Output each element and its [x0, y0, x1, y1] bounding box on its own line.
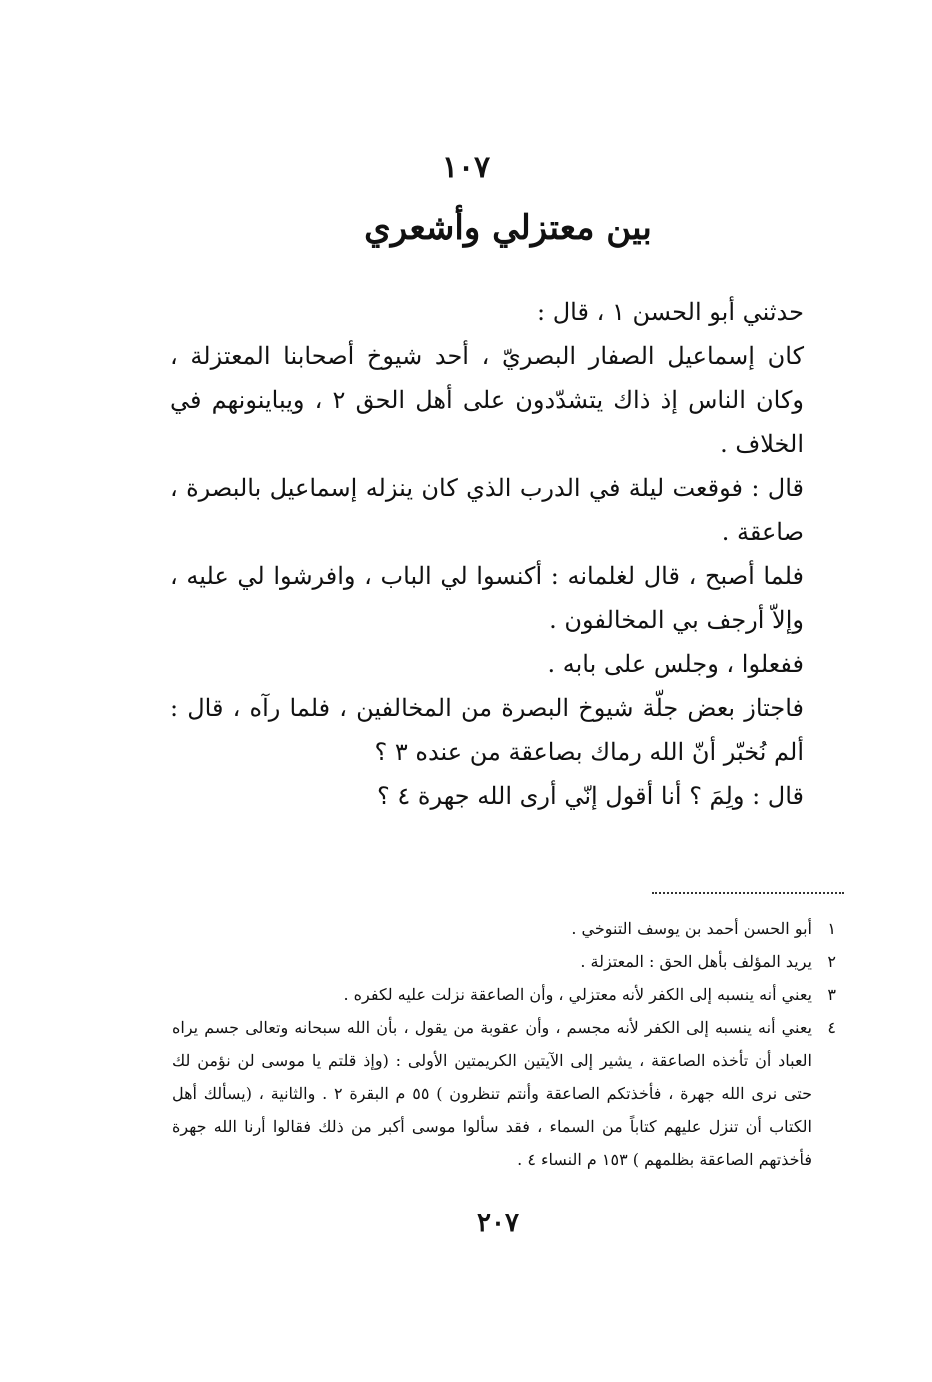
page-number: ٢٠٧ — [477, 1208, 519, 1238]
paragraph: فاجتاز بعض جلّة شيوخ البصرة من المخالفين ، فلما رآه ، قال : ألم نُخبّر أنّ الله رماك بصاعقة من عنده ٣ ؟ — [170, 694, 804, 766]
paragraph: قال : فوقعت ليلة في الدرب الذي كان ينزله إسماعيل بالبصرة ، صاعقة . — [170, 474, 804, 546]
paragraph: كان إسماعيل الصفار البصريّ ، أحد شيوخ أصحابنا المعتزلة ، وكان الناس إذ ذاك يتشدّدون على أهل الحق ٢ ، ويباينونهم في الخلاف . — [170, 342, 805, 458]
footnotes — [172, 912, 836, 1176]
footnote — [172, 945, 836, 978]
footnote-text: يعني أنه ينسبه إلى الكفر لأنه مجسم ، وأن عقوبة من يقول ، بأن الله سبحانه وتعالى جسم يراه العباد أن تأخذه الصاعقة ، يشير إلى الآيتين الكريمتين الأولى : (وإذ قلتم يا موسى لن نؤمن لك حتى نرى الله جهرة ، فأخذتكم الصاعقة وأنتم تنظرون ) ٥٥ م البقرة ٢ . والثانية ، (يسألك أهل الكتاب أن تنزل عليهم كتاباً من السماء ، فقد سألوا موسى أكبر من ذلك فقالوا أرنا الله جهرة فأخذتهم الصاعقة بظلمهم ) ١٥٣ م النساء ٤ . — [172, 1018, 813, 1169]
footnote-separator — [652, 892, 844, 894]
footnote-text: يعني أنه ينسبه إلى الكفر لأنه معتزلي ، وأن الصاعقة نزلت عليه لكفره . — [343, 985, 812, 1004]
footnote-number: ٣ — [827, 985, 836, 1004]
section-number: ١٠٧ — [441, 150, 491, 185]
footnote-text: أبو الحسن أحمد بن يوسف التنوخي . — [571, 919, 812, 938]
footnote — [172, 1011, 836, 1176]
footnote — [172, 912, 836, 945]
footnote-number: ٢ — [827, 952, 836, 971]
footnote — [172, 978, 836, 1011]
paragraph: فلما أصبح ، قال لغلمانه : أكنسوا لي الباب ، وافرشوا لي عليه ، وإلاّ أرجف بي المخالفون . — [170, 562, 804, 634]
paragraph: حدثني أبو الحسن ١ ، قال : — [537, 298, 804, 326]
footnote-number: ٤ — [827, 1018, 836, 1037]
section-title: بين معتزلي وأشعري — [364, 208, 652, 248]
main-text — [170, 290, 846, 818]
paragraph: قال : ولِمَ ؟ أنا أقول إنّي أرى الله جهرة ٤ ؟ — [376, 782, 804, 810]
paragraph: ففعلوا ، وجلس على بابه . — [547, 650, 804, 678]
footnote-text: يريد المؤلف بأهل الحق : المعتزلة . — [580, 952, 812, 971]
footnote-number: ١ — [827, 919, 836, 938]
